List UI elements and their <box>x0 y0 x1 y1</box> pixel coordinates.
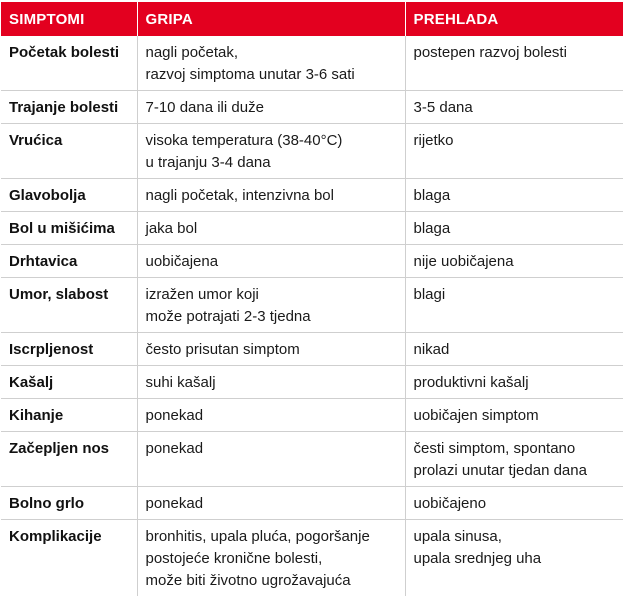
cell-line: može biti životno ugrožavajuća <box>145 572 351 589</box>
cell-line: može potrajati 2-3 tjedna <box>145 308 311 325</box>
header-cold: PREHLADA <box>405 2 623 36</box>
header-symptoms: SIMPTOMI <box>1 2 137 36</box>
flu-cell <box>137 179 405 212</box>
table-row <box>1 399 623 432</box>
symptom-cell: Glavobolja <box>1 179 137 212</box>
cell-line: nikad <box>413 341 450 358</box>
table-row <box>1 278 623 333</box>
cold-cell <box>405 36 623 91</box>
symptom-cell: Drhtavica <box>1 245 137 278</box>
flu-cell <box>137 432 405 487</box>
cell-line: postojeće kronične bolesti, <box>145 550 323 567</box>
table-row <box>1 366 623 399</box>
cold-cell <box>405 245 623 278</box>
flu-cell <box>137 212 405 245</box>
flu-cell <box>137 520 405 596</box>
table-row <box>1 124 623 179</box>
cold-cell <box>405 432 623 487</box>
symptom-cell: Kašalj <box>1 366 137 399</box>
cell-line: suhi kašalj <box>145 374 216 391</box>
table-body <box>1 36 623 596</box>
cold-cell <box>405 212 623 245</box>
cell-line: upala sinusa, <box>413 528 502 545</box>
cell-line: bronhitis, upala pluća, pogoršanje <box>145 528 370 545</box>
cell-line: 3-5 dana <box>413 99 473 116</box>
cell-line: nagli početak, <box>145 44 239 61</box>
flu-cell <box>137 333 405 366</box>
cell-line: nije uobičajena <box>413 253 514 270</box>
symptom-cell: Kihanje <box>1 399 137 432</box>
symptom-cell: Bol u mišićima <box>1 212 137 245</box>
symptom-cell: Početak bolesti <box>1 36 137 91</box>
symptom-cell: Bolno grlo <box>1 487 137 520</box>
cold-cell <box>405 124 623 179</box>
cold-cell <box>405 333 623 366</box>
cell-line: uobičajen simptom <box>413 407 539 424</box>
cell-line: izražen umor koji <box>145 286 259 303</box>
symptom-cell: Trajanje bolesti <box>1 91 137 124</box>
cell-line: nagli početak, intenzivna bol <box>145 187 334 204</box>
symptom-cell: Umor, slabost <box>1 278 137 333</box>
cell-line: ponekad <box>145 440 204 457</box>
table-row <box>1 432 623 487</box>
flu-cell <box>137 399 405 432</box>
cell-line: ponekad <box>145 407 204 424</box>
cell-line: u trajanju 3-4 dana <box>145 154 271 171</box>
table-row <box>1 333 623 366</box>
cell-line: česti simptom, spontano <box>413 440 576 457</box>
table-row <box>1 212 623 245</box>
symptom-comparison-table <box>1 2 623 596</box>
cell-line: prolazi unutar tjedan dana <box>413 462 587 479</box>
table-header <box>1 2 623 36</box>
cell-line: razvoj simptoma unutar 3-6 sati <box>145 66 355 83</box>
symptom-cell: Začepljen nos <box>1 432 137 487</box>
cell-line: često prisutan simptom <box>145 341 300 358</box>
table-row <box>1 245 623 278</box>
cold-cell <box>405 487 623 520</box>
cell-line: 7-10 dana ili duže <box>145 99 264 116</box>
cell-line: jaka bol <box>145 220 198 237</box>
table-row <box>1 487 623 520</box>
flu-cell <box>137 278 405 333</box>
cell-line: visoka temperatura (38-40°C) <box>145 132 343 149</box>
cell-line: blaga <box>413 187 451 204</box>
symptom-cell: Iscrpljenost <box>1 333 137 366</box>
header-flu: GRIPA <box>137 2 405 36</box>
flu-cell <box>137 245 405 278</box>
cell-line: uobičajeno <box>413 495 487 512</box>
flu-cell <box>137 366 405 399</box>
header-row <box>1 2 623 36</box>
cell-line: rijetko <box>413 132 454 149</box>
cold-cell <box>405 91 623 124</box>
cell-line: ponekad <box>145 495 204 512</box>
table-row <box>1 91 623 124</box>
flu-cell <box>137 487 405 520</box>
cell-line: blaga <box>413 220 451 237</box>
symptom-cell: Komplikacije <box>9 528 102 545</box>
flu-cell <box>137 36 405 91</box>
table-row <box>1 520 623 596</box>
cold-cell <box>405 520 623 596</box>
table-row <box>1 36 623 91</box>
flu-cell <box>137 124 405 179</box>
table-row <box>1 179 623 212</box>
flu-cell <box>137 91 405 124</box>
cold-cell <box>405 179 623 212</box>
cold-cell <box>405 278 623 333</box>
cell-line: postepen razvoj bolesti <box>413 44 567 61</box>
cold-cell <box>405 399 623 432</box>
cell-line: upala srednjeg uha <box>413 550 542 567</box>
cell-line: produktivni kašalj <box>413 374 529 391</box>
cell-line: uobičajena <box>145 253 219 270</box>
cell-line: blagi <box>413 286 446 303</box>
cold-cell <box>405 366 623 399</box>
symptom-cell: Vrućica <box>1 124 137 179</box>
